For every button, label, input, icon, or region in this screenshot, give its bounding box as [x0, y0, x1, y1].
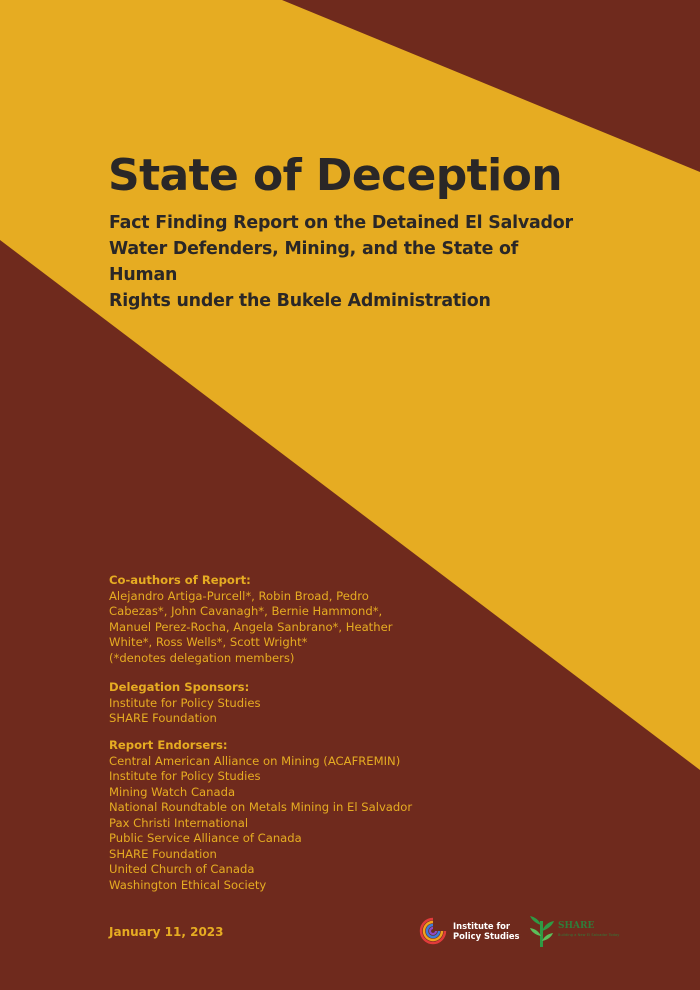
share-logo-tagline: Building a New El Salvador Today — [558, 933, 620, 937]
endorser-item: National Roundtable on Metals Mining in El Salvador — [109, 800, 413, 814]
share-logo-name: SHARE — [558, 921, 595, 931]
endorser-item: Washington Ethical Society — [109, 877, 267, 892]
endorser-item: Central American Alliance on Mining (ACAFREMIN) — [109, 753, 401, 768]
report-subtitle — [109, 210, 579, 314]
coauthors-line: White*, Ross Wells*, Scott Wright* — [109, 635, 308, 649]
ips-logo — [418, 916, 520, 946]
endorser-item: Pax Christi International — [109, 815, 249, 830]
share-plant-logo-icon — [528, 915, 556, 947]
ips-logo-line: Policy Studies — [453, 931, 520, 941]
coauthors-line: Alejandro Artiga-Purcell*, Robin Broad, Pedro — [109, 588, 369, 603]
endorser-item: United Church of Canada — [109, 862, 255, 876]
subtitle-line: Rights under the Bukele Administration — [109, 291, 491, 311]
sponsor-item: SHARE Foundation — [109, 711, 217, 725]
endorsers-heading: Report Endorsers: — [109, 738, 228, 752]
sponsors-heading: Delegation Sponsors: — [109, 680, 250, 694]
endorsers-section — [109, 738, 509, 893]
coauthors-section — [109, 573, 509, 666]
endorser-item: Public Service Alliance of Canada — [109, 831, 302, 845]
endorser-item: Institute for Policy Studies — [109, 769, 261, 783]
report-title: State of Deception — [108, 150, 562, 201]
share-logo — [528, 915, 619, 947]
sponsor-item: Institute for Policy Studies — [109, 695, 261, 710]
subtitle-line: Fact Finding Report on the Detained El Salvador — [109, 213, 573, 233]
coauthors-line: Cabezas*, John Cavanagh*, Bernie Hammond*, — [109, 604, 383, 618]
sponsors-section — [109, 680, 509, 727]
subtitle-line: Water Defenders, Mining, and the State of Human — [109, 239, 519, 285]
endorser-item: Mining Watch Canada — [109, 784, 236, 799]
coauthors-heading: Co-authors of Report: — [109, 573, 251, 587]
coauthors-line: (*denotes delegation members) — [109, 650, 295, 665]
coauthors-line: Manuel Perez-Rocha, Angela Sanbrano*, Heather — [109, 619, 393, 634]
ips-swirl-logo-icon — [418, 916, 448, 946]
endorser-item: SHARE Foundation — [109, 846, 217, 861]
ips-logo-line: Institute for — [453, 921, 511, 931]
report-date: January 11, 2023 — [109, 925, 224, 939]
